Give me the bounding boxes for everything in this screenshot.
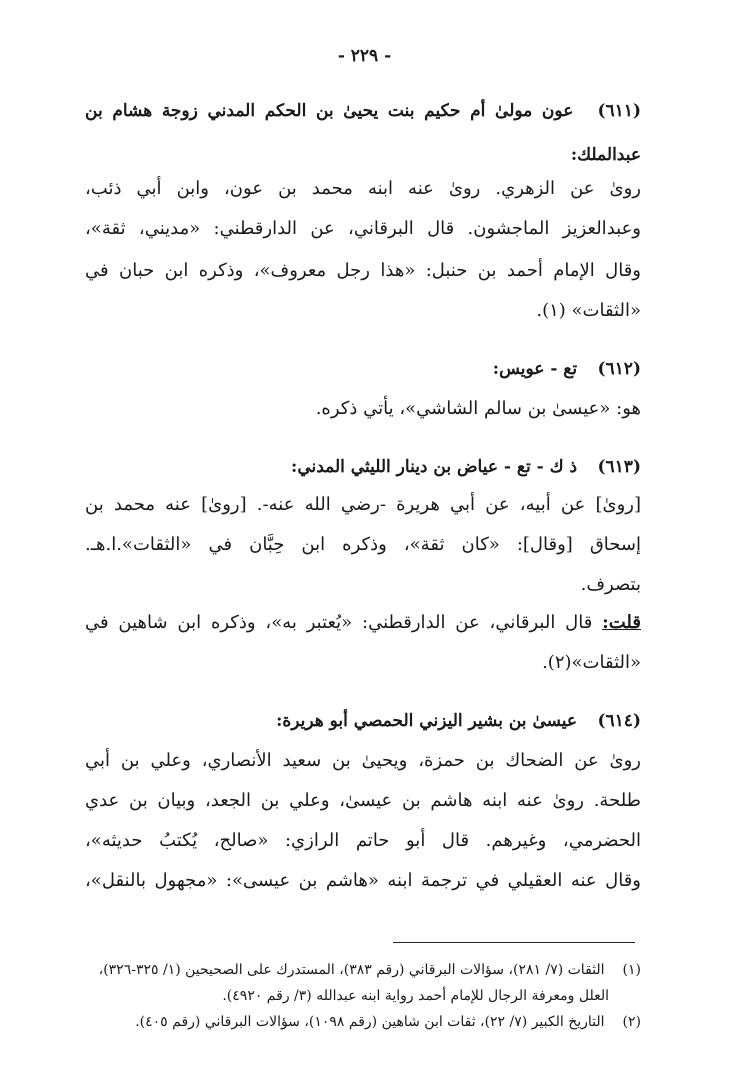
entry-number: (٦١٤): [597, 711, 641, 731]
entry-number: (٦١١): [597, 101, 641, 121]
entry-614-line: طلحة. رویٰ عنه ابنه هاشم بن عيسىٰ، وعلي بن الجعد، وبيان بن عدي: [85, 790, 641, 811]
entry-613-note: قلت: قال البرقاني، عن الدارقطني: «يُعتبر به»، وذكره ابن شاهين في: [85, 612, 641, 633]
entry-611-line: وعبدالعزيز الماجشون. قال البرقاني، عن الدارقطني: «مديني، ثقة»،: [85, 218, 641, 239]
footnote-divider: [393, 942, 635, 943]
entry-611-heading-cont: عبدالملك:: [570, 145, 641, 165]
entry-613-line: بتصرف.: [580, 574, 641, 595]
page-number: - ٢٢٩ -: [337, 46, 392, 66]
footnote-number: (٢): [622, 1014, 641, 1030]
entry-613-line: «الثقات»(٢).: [542, 652, 641, 673]
footnote-number: (١): [622, 962, 641, 978]
footnote-1: (١) الثقات (٧/ ٢٨١)، سؤالات البرقاني (رقم ٣٨٣)، المستدرك على الصحيحين (١/ ٣٢٥-٣٢٦)،: [81, 958, 641, 982]
entry-611-line: وقال الإمام أحمد بن حنبل: «هذا رجل معروف»، وذكره ابن حبان في: [85, 260, 641, 281]
entry-614-heading: (٦١٤) عيسىٰ بن بشير اليزني الحمصي أبو هريرة:: [85, 706, 641, 736]
entry-613-line: إسحاق [وقال]: «كان ثقة»، وذكره ابن حِبَّان في «الثقات».ا.هـ.: [85, 534, 641, 555]
entry-613-line: [رویٰ] عن أبيه، عن أبي هريرة -رضي الله عنه-. [رویٰ] عنه محمد بن: [85, 494, 641, 515]
entry-number: (٦١٢): [597, 359, 641, 379]
note-label: قلت:: [602, 612, 641, 633]
entry-614-line: الحضرمي، وغيرهم. قال أبو حاتم الرازي: «صالح، يُكتبُ حديثه»،: [85, 830, 641, 851]
footnote-2: (٢) التاريخ الكبير (٧/ ٢٢)، ثقات ابن شاهين (رقم ١٠٩٨)، سؤالات البرقاني (رقم ٤٠٥).: [81, 1010, 641, 1034]
footnote-1-cont: العلل ومعرفة الرجال للإمام أحمد رواية ابنه عبدالله (٣/ رقم ٤٩٢٠).: [222, 988, 609, 1004]
entry-612-heading: (٦١٢) تع - عويس:: [85, 354, 641, 384]
entry-614-line: رویٰ عن الضحاك بن حمزة، ويحيىٰ بن سعيد الأنصاري، وعلي بن أبي: [85, 750, 641, 771]
entry-611-line: رویٰ عن الزهري. رویٰ عنه ابنه محمد بن عون، وابن أبي ذئب،: [85, 178, 641, 199]
entry-611-line: «الثقات» (١).: [536, 300, 641, 321]
entry-612-line: هو: «عيسىٰ بن سالم الشاشي»، يأتي ذكره.: [315, 398, 641, 419]
entry-number: (٦١٣): [597, 457, 641, 477]
entry-613-heading: (٦١٣) ذ ك - تع - عياض بن دينار الليثي المدني:: [85, 452, 641, 482]
entry-614-line: وقال عنه العقيلي في ترجمة ابنه «هاشم بن عيسى»: «مجهول بالنقل»،: [85, 870, 641, 891]
entry-611-heading: (٦١١) عون مولىٰ أم حكيم بنت يحيىٰ بن الحكم المدني زوجة هشام بن: [85, 96, 641, 126]
